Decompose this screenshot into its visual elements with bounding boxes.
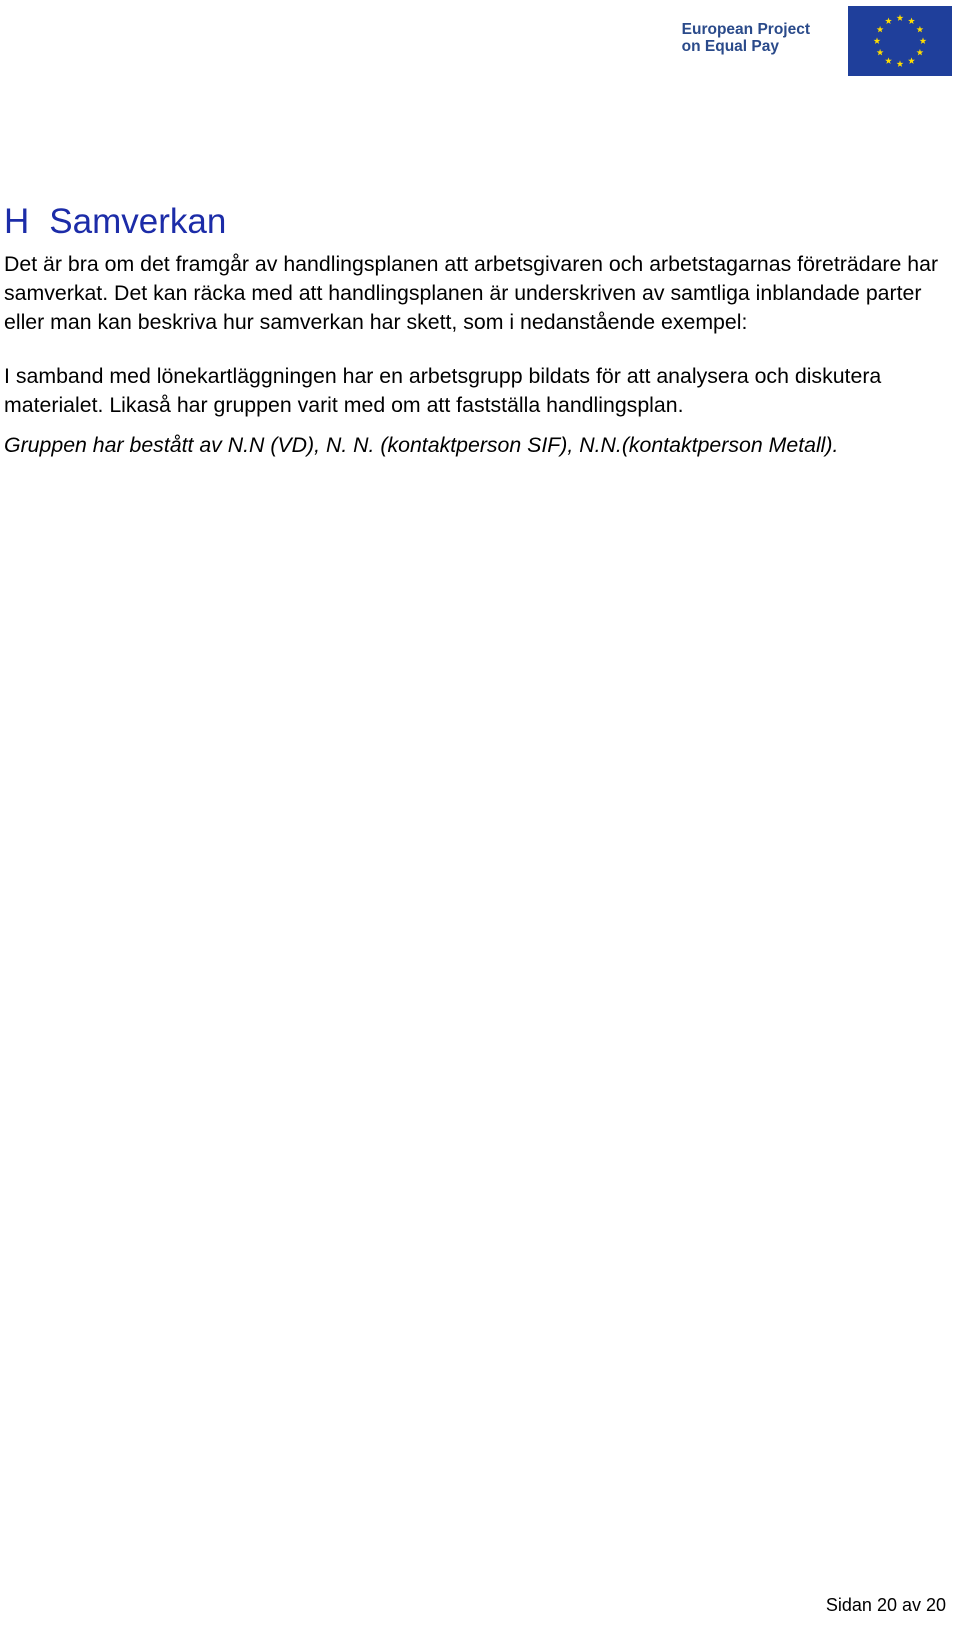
flag-star: [874, 37, 881, 44]
flag-star: [916, 26, 923, 33]
page-content: [4, 202, 944, 460]
paragraph-members: Gruppen har bestått av N.N (VD), N. N. (kontaktperson SIF), N.N.(kontaktperson Metall).: [4, 433, 839, 458]
paragraph-intro: Det är bra om det framgår av handlingsplanen att arbetsgivaren och arbetstagarnas företrädare har samverkat. Det kan räcka med att handlingsplanen är underskriven av samtliga inblandade parter eller man kan beskriva hur samverkan har skett, som i nedanstående exempel:: [4, 252, 939, 335]
section-letter: H: [4, 202, 30, 241]
flag-star: [897, 14, 904, 21]
flag-star: [920, 37, 927, 44]
section-title-text: Samverkan: [49, 202, 227, 241]
flag-star: [885, 57, 892, 64]
flag-star: [897, 60, 904, 67]
paragraph-example: I samband med lönekartläggningen har en arbetsgrupp bildats för att analysera och diskutera materialet. Likaså har gruppen varit med om att fastställa handlingsplan.: [4, 363, 882, 417]
eu-flag-icon: [848, 6, 952, 76]
logo-line-2: on Equal Pay: [681, 38, 779, 55]
header-logo: [682, 6, 952, 76]
flag-star: [908, 17, 915, 24]
logo-text: [682, 21, 810, 55]
flag-star: [877, 26, 884, 33]
flag-star: [877, 49, 884, 56]
section-title: [4, 202, 944, 242]
flag-star: [916, 49, 923, 56]
flag-star: [885, 17, 892, 24]
flag-star: [908, 57, 915, 64]
logo-line-1: European Project: [681, 21, 810, 38]
page-number: Sidan 20 av 20: [825, 1595, 946, 1615]
